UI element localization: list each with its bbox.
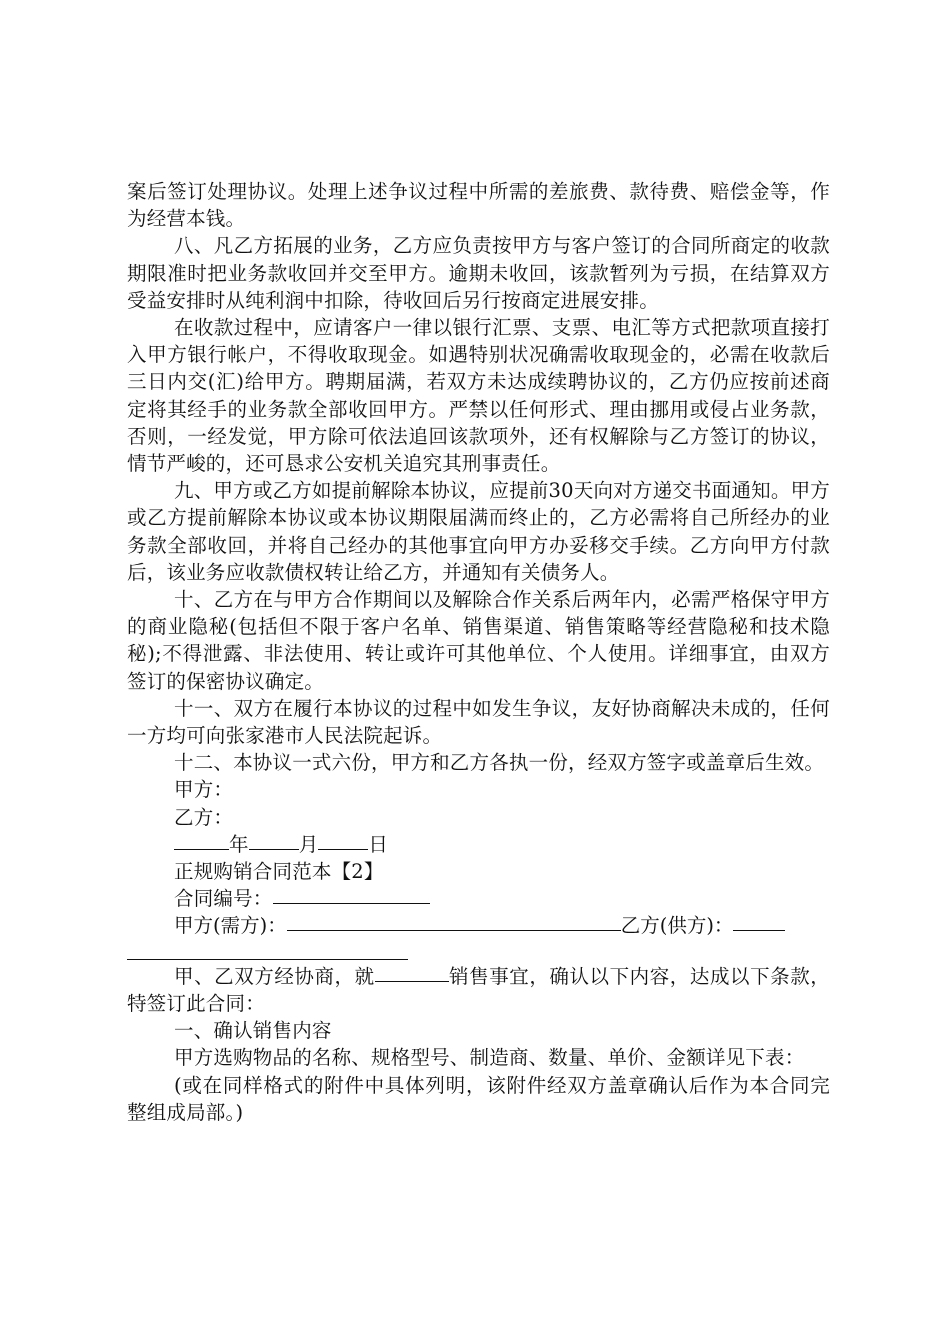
year-blank: [174, 848, 229, 850]
paragraph-clause-10: 十、乙方在与甲方合作期间以及解除合作关系后两年内，必需严格保守甲方的商业隐秘(包括但不限于客户名单、销售渠道、销售策略等经营隐秘和技术隐秘);不得泄露、非法使用、转让或许可其他单位、个人使用。详细事宜，由双方签订的保密协议确定。: [127, 588, 830, 693]
section-1-heading: 一、确认销售内容: [174, 1019, 332, 1043]
signature-party-a: 甲方：: [174, 778, 234, 802]
signature-date: [127, 831, 830, 858]
day-blank: [318, 848, 368, 850]
contract-number-blank: [273, 902, 430, 904]
intro-before: 甲、乙双方经协商，就: [174, 964, 375, 988]
document-body: [127, 178, 830, 1126]
paragraph-clause-8: 八、凡乙方拓展的业务，乙方应负责按甲方与客户签订的合同所商定的收款期限准时把业务款收回并交至甲方。逾期未收回，该款暂列为亏损，在结算双方受益安排时从纯利润中扣除，待收回后另行按商定进展安排。: [127, 234, 830, 312]
parties-line: [127, 912, 830, 939]
contract-2-title: 正规购销合同范本【2】: [174, 860, 384, 884]
paragraph-clause-11: 十一、双方在履行本协议的过程中如发生争议，友好协商解决未成的，任何一方均可向张家港市人民法院起诉。: [127, 696, 830, 748]
intro-after: 销售事宜，确认以下内容，达成以下条款，特签订此合同：: [127, 964, 830, 1015]
paragraph-section-1: 甲方选购物品的名称、规格型号、制造商、数量、单价、金额详见下表：: [174, 1046, 805, 1070]
product-blank: [375, 980, 449, 982]
contract-number-line: [127, 885, 830, 912]
buyer-blank: [287, 929, 621, 931]
paragraph-dispute-costs: 案后签订处理协议。处理上述争议过程中所需的差旅费、款待费、赔偿金等，作为经营本钱。: [127, 180, 830, 231]
paragraph-intro: [127, 963, 830, 1017]
year-label: 年: [229, 832, 249, 856]
month-blank: [249, 848, 299, 850]
paragraph-clause-9: 九、甲方或乙方如提前解除本协议，应提前30天向对方递交书面通知。甲方或乙方提前解除本协议或本协议期限届满而终止的，乙方必需将自己所经办的业务款全部收回，并将自己经办的其他事宜向甲方办妥移交手续。乙方向甲方付款后，该业务应收款债权转让给乙方，并通知有关债务人。: [127, 479, 830, 584]
paragraph-clause-12: 十二、本协议一式六份，甲方和乙方各执一份，经双方签字或盖章后生效。: [174, 751, 825, 775]
buyer-label: 甲方(需方)：: [174, 914, 287, 938]
contract-number-label: 合同编号：: [174, 887, 273, 911]
paragraph-payment-collection: 在收款过程中，应请客户一律以银行汇票、支票、电汇等方式把款项直接打入甲方银行帐户，不得收取现金。如遇特别状况确需收取现金的，必需在收款后三日内交(汇)给甲方。聘期届满，若双方未达成续聘协议的，乙方仍应按前述商定将其经手的业务款全部收回甲方。严禁以任何形式、理由挪用或侵占业务款，否则，一经发觉，甲方除可依法追回该款项外，还有权解除与乙方签订的协议，情节严峻的，还可恳求公安机关追究其刑事责任。: [127, 316, 830, 476]
month-label: 月: [298, 832, 319, 856]
paragraph-section-1-note: (或在同样格式的附件中具体列明，该附件经双方盖章确认后作为本合同完整组成局部。): [127, 1073, 830, 1124]
seller-blank: [733, 929, 785, 931]
seller-label: 乙方(供方)：: [620, 914, 734, 938]
signature-party-b: 乙方：: [174, 805, 234, 829]
day-label: 日: [368, 832, 389, 856]
seller-blank-continued: [127, 940, 408, 960]
